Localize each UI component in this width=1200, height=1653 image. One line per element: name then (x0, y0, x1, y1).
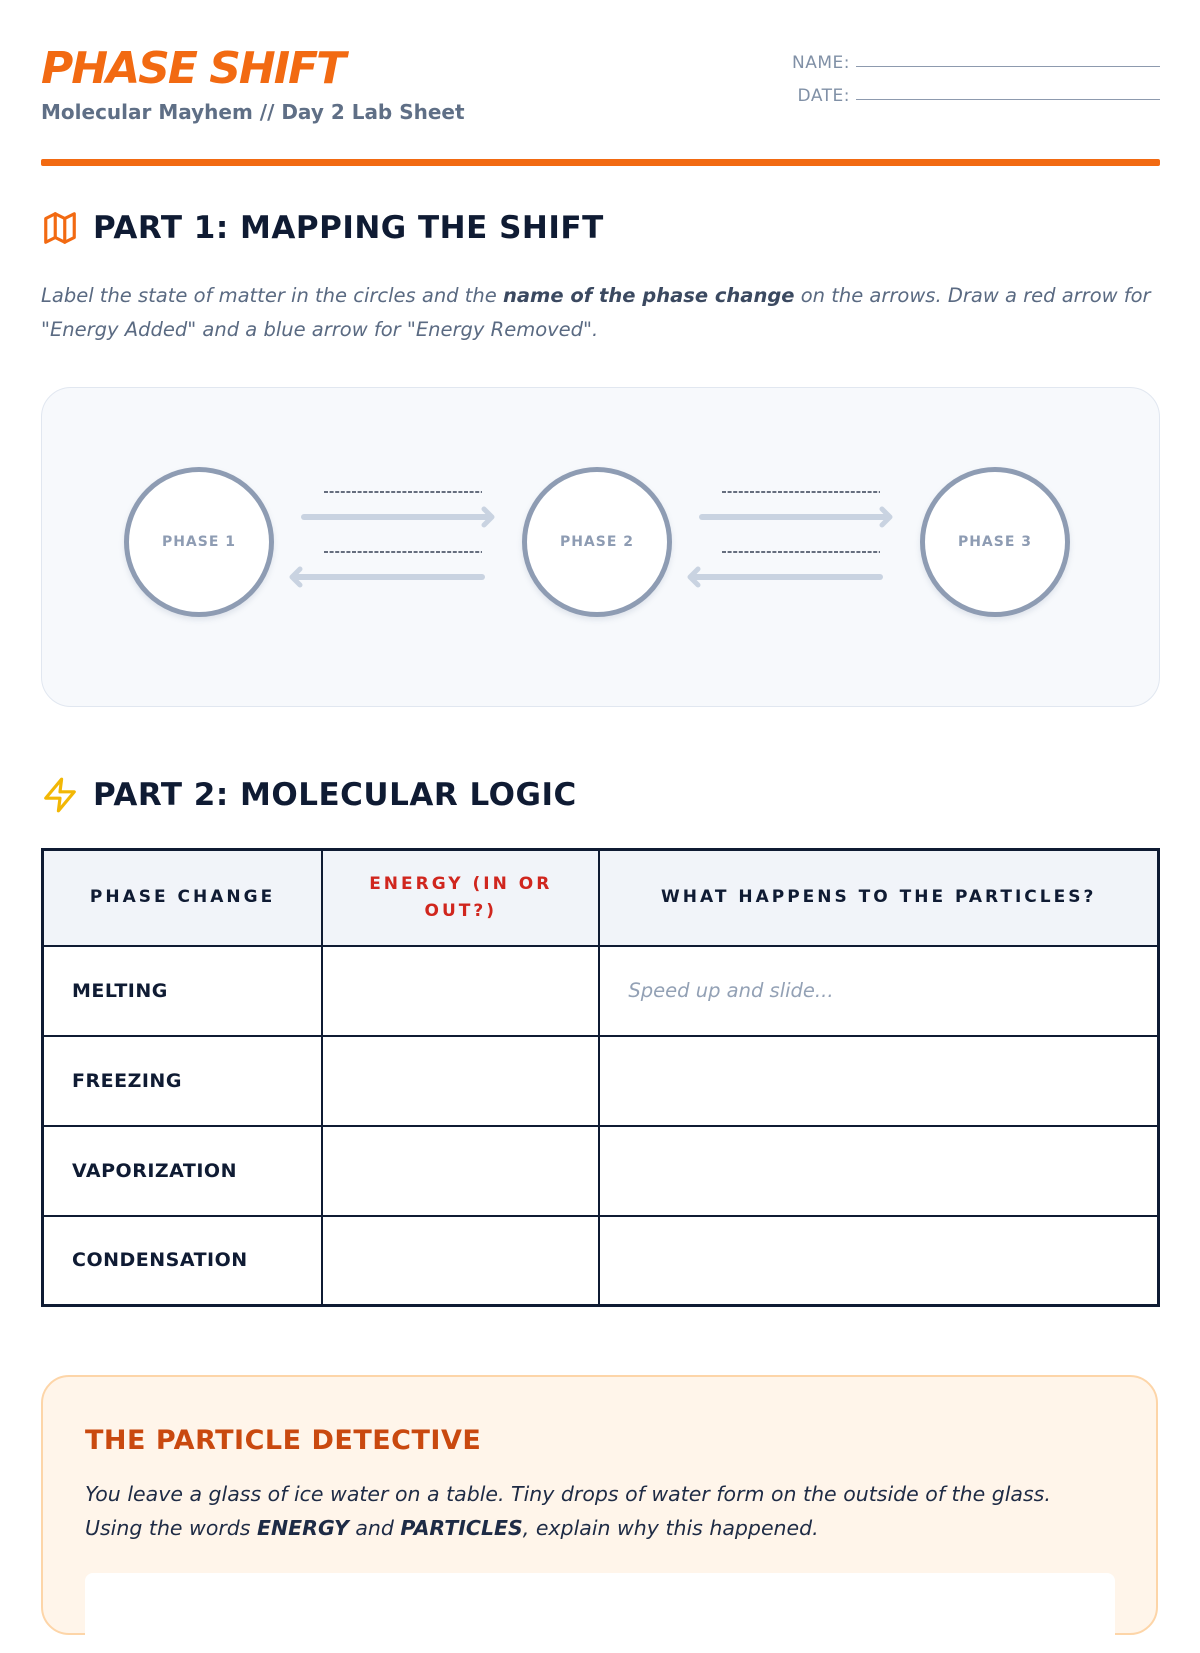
phase-2-circle[interactable]: PHASE 2 (522, 467, 672, 617)
column-header-energy: ENERGY (IN OR OUT?) (322, 850, 599, 946)
phase-change-cell: FREEZING (43, 1036, 323, 1126)
student-fields (770, 40, 1160, 106)
date-field[interactable] (856, 98, 1160, 100)
detective-title: THE PARTICLE DETECTIVE (85, 1425, 482, 1456)
particles-cell[interactable]: Speed up and slide... (599, 946, 1158, 1036)
date-label: DATE: (797, 86, 850, 106)
detective-prompt-a: You leave a glass of ice water on a table. Tiny drops of water form on the outside of the glass. Using the words (85, 1482, 1051, 1540)
molecular-logic-table (41, 848, 1160, 1307)
energy-cell[interactable] (322, 946, 599, 1036)
part1-title: PART 1: MAPPING THE SHIFT (93, 210, 604, 246)
phase-change-cell: MELTING (43, 946, 323, 1036)
phase-change-cell: CONDENSATION (43, 1216, 323, 1306)
header (41, 0, 1160, 170)
table-row (43, 946, 1159, 1036)
table-row (43, 1036, 1159, 1126)
detective-answer-area[interactable] (85, 1573, 1115, 1653)
detective-prompt-c: , explain why this happened. (522, 1516, 819, 1540)
part1-heading (41, 209, 604, 247)
worksheet-subtitle: Molecular Mayhem // Day 2 Lab Sheet (41, 100, 465, 124)
header-divider (41, 159, 1160, 166)
energy-cell[interactable] (322, 1036, 599, 1126)
map-icon (41, 209, 79, 247)
detective-prompt-b: and (348, 1516, 401, 1540)
table-row (43, 1126, 1159, 1216)
phase-1-circle[interactable]: PHASE 1 (124, 467, 274, 617)
phase-3-circle[interactable]: PHASE 3 (920, 467, 1070, 617)
lightning-icon (41, 776, 79, 814)
part1-instructions (41, 279, 1160, 347)
part2-title: PART 2: MOLECULAR LOGIC (93, 777, 577, 813)
particles-cell[interactable] (599, 1126, 1158, 1216)
phase-diagram (41, 387, 1160, 707)
detective-prompt (85, 1477, 1095, 1545)
column-header-phase-change: PHASE CHANGE (43, 850, 323, 946)
part2-heading (41, 776, 577, 814)
particles-cell[interactable] (599, 1036, 1158, 1126)
table-row (43, 1216, 1159, 1306)
name-field-row (770, 40, 1160, 73)
name-field[interactable] (856, 65, 1160, 67)
column-header-particles: WHAT HAPPENS TO THE PARTICLES? (599, 850, 1158, 946)
energy-cell[interactable] (322, 1126, 599, 1216)
instructions-text-a: Label the state of matter in the circles and the (41, 284, 503, 307)
particles-cell[interactable] (599, 1216, 1158, 1306)
table-header-row (43, 850, 1159, 946)
date-field-row (770, 73, 1160, 106)
worksheet-page (41, 0, 1160, 1540)
phase-change-cell: VAPORIZATION (43, 1126, 323, 1216)
instructions-emphasis: name of the phase change (502, 284, 795, 307)
keyword-particles: PARTICLES (400, 1516, 523, 1540)
keyword-energy: ENERGY (257, 1516, 349, 1540)
energy-cell[interactable] (322, 1216, 599, 1306)
worksheet-title: PHASE SHIFT (41, 43, 345, 94)
name-label: NAME: (792, 53, 850, 73)
instructions-text-b: on the arrows. Draw a red arrow for "Energy Added" and a blue arrow for "Energy Removed". (41, 284, 1151, 341)
particle-detective-box (41, 1375, 1158, 1635)
